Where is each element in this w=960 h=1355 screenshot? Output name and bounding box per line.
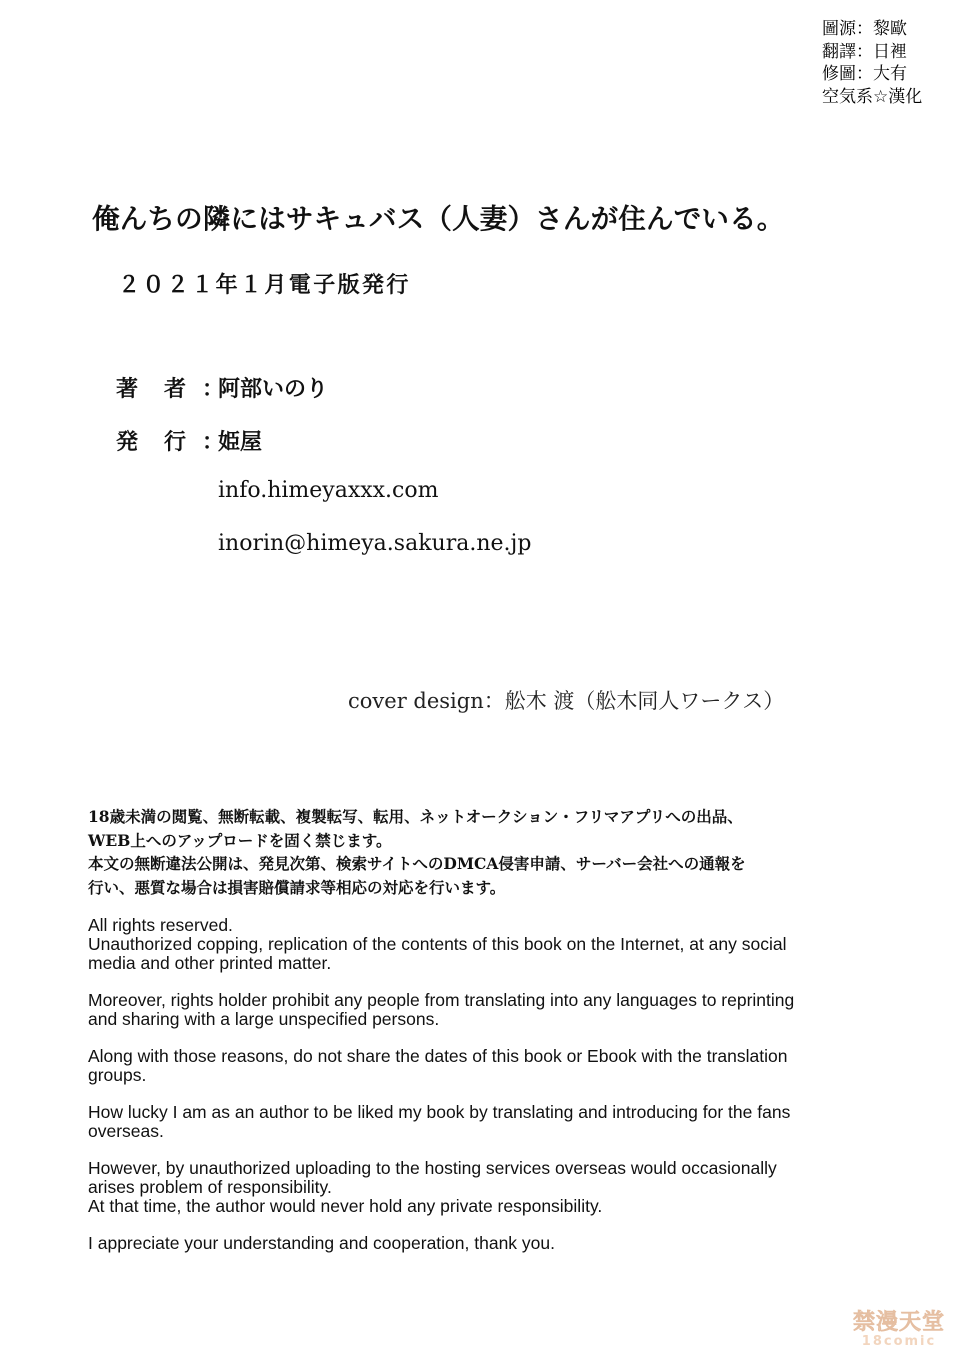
japanese-copyright-notice — [88, 805, 888, 899]
notice-line: media and other printed matter. — [88, 953, 332, 973]
author-name: 阿部いのり — [218, 377, 329, 402]
notice-line: How lucky I am as an author to be liked my book by translating and introducing for the fans — [88, 1102, 791, 1122]
notice-jp-line: WEB上へのアップロードを固く禁じます。 — [88, 830, 392, 850]
cover-design-credit: cover design：舩木 渡（舩木同人ワークス） — [348, 689, 785, 713]
publisher-name: 姫屋 — [218, 430, 263, 455]
credit-translation: 翻譯：日裡 — [822, 41, 907, 62]
notice-jp-line: 18歳未満の閲覧、無断転載、複製転写、転用、ネットオークション・フリマアプリへの出品、 — [88, 807, 743, 826]
author-key: 著 者 — [116, 377, 189, 402]
watermark-title: 禁漫天堂 — [852, 1310, 945, 1335]
notice-paragraph — [88, 916, 898, 973]
notice-paragraph — [88, 1234, 898, 1253]
edition-date: ２０２１年１月電子版発行 — [118, 273, 411, 298]
notice-line: overseas. — [88, 1121, 164, 1141]
email-link[interactable]: inorin@himeya.sakura.ne.jp — [218, 531, 532, 556]
book-title: 俺んちの隣にはサキュバス（人妻）さんが住んでいる。 — [92, 203, 785, 235]
author-row: 著 者 ：阿部いのり — [116, 372, 328, 403]
notice-jp-line: 本文の無断違法公開は、発見次第、検索サイトへのDMCA侵害申請、サーバー会社への通報を — [88, 854, 746, 873]
english-copyright-notice — [88, 916, 898, 1271]
notice-jp-line: 行い、悪質な場合は損害賠償請求等相応の対応を行います。 — [88, 877, 506, 897]
watermark-subtitle: 18comic — [861, 1334, 937, 1349]
notice-line: and sharing with a large unspecified persons. — [88, 1009, 440, 1029]
notice-paragraph — [88, 1103, 898, 1141]
notice-line: Unauthorized copping, replication of the contents of this book on the Internet, at any social — [88, 934, 787, 954]
notice-paragraph — [88, 1159, 898, 1216]
translator-credits — [822, 18, 952, 108]
notice-line: Along with those reasons, do not share the dates of this book or Ebook with the translation — [88, 1046, 788, 1066]
notice-line: At that time, the author would never hold any private responsibility. — [88, 1196, 603, 1216]
site-watermark-logo — [844, 1305, 954, 1349]
notice-line: All rights reserved. — [88, 915, 233, 935]
notice-line: Moreover, rights holder prohibit any people from translating into any languages to reprinting — [88, 990, 795, 1010]
notice-line: However, by unauthorized uploading to the hosting services overseas would occasionally — [88, 1158, 777, 1178]
credit-source: 圖源：黎歐 — [822, 19, 907, 39]
publisher-row: 発 行 ：姫屋 — [116, 425, 262, 456]
publisher-key: 発 行 — [116, 430, 189, 455]
notice-paragraph — [88, 991, 898, 1029]
notice-line: arises problem of responsibility. — [88, 1177, 332, 1197]
notice-line: groups. — [88, 1065, 147, 1085]
credit-group: 空気系☆漢化 — [822, 86, 923, 107]
credit-editing: 修圖：大有 — [822, 64, 907, 84]
website-link[interactable]: info.himeyaxxx.com — [218, 478, 439, 503]
notice-line: I appreciate your understanding and cooperation, thank you. — [88, 1233, 555, 1253]
notice-paragraph — [88, 1047, 898, 1085]
